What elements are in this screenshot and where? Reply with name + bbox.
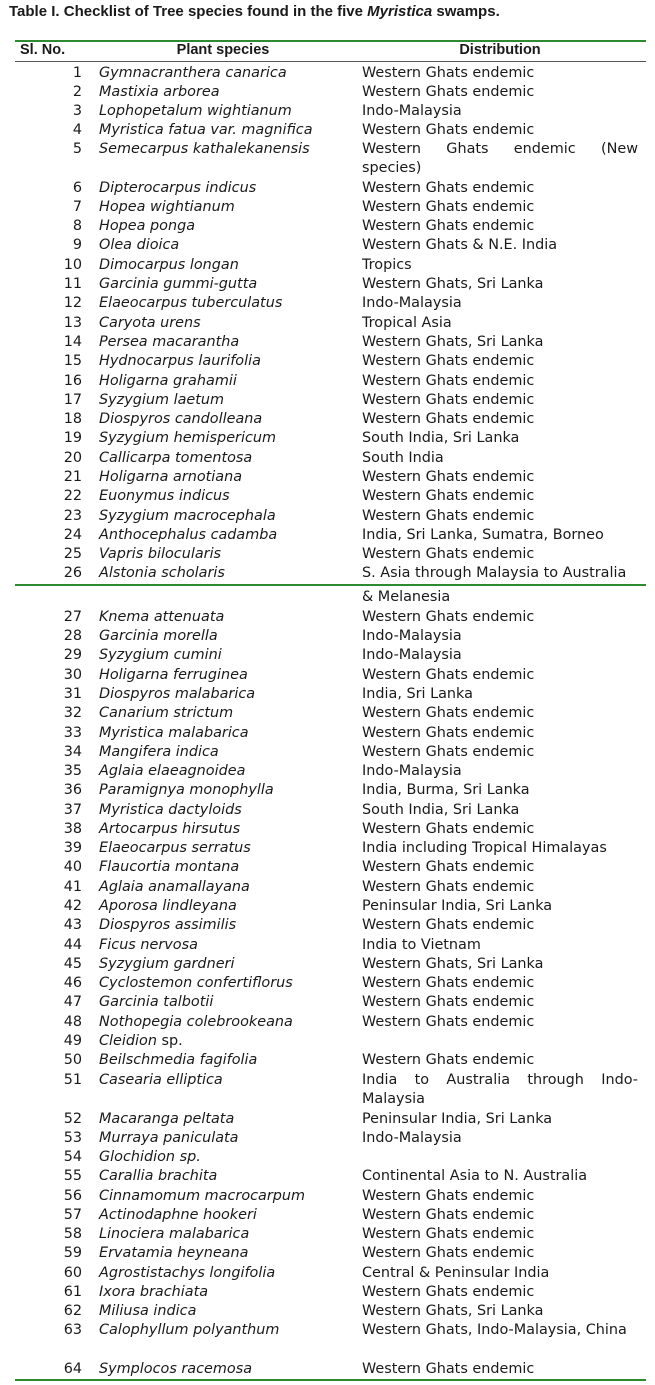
- species-name: Anthocephalus cadamba: [99, 527, 278, 543]
- cell-plant-species: [99, 820, 357, 839]
- cell-plant-species: [99, 507, 357, 526]
- cell-sl-no: 35: [63, 763, 82, 779]
- species-name: Mangifera indica: [99, 744, 219, 760]
- cell-plant-species: [99, 1360, 357, 1379]
- cell-distribution: Western Ghats endemic: [362, 392, 535, 408]
- cell-distribution: Western Ghats endemic: [362, 1014, 535, 1030]
- species-name: Miliusa indica: [99, 1303, 197, 1319]
- cell-sl-no: 27: [63, 609, 82, 625]
- species-name: Syzygium laetum: [99, 392, 225, 408]
- cell-distribution: Indo-Malaysia: [362, 295, 462, 311]
- species-name: Symplocos racemosa: [99, 1361, 253, 1377]
- cell-sl-no: 48: [63, 1014, 82, 1030]
- cell-distribution: Western Ghats endemic: [362, 218, 535, 234]
- cell-plant-species: [99, 1244, 357, 1263]
- cell-sl-no: 15: [63, 353, 82, 369]
- cell-plant-species: [99, 526, 357, 545]
- cell-plant-species: [99, 1187, 357, 1206]
- cell-sl-no: 51: [63, 1072, 82, 1088]
- cell-sl-no: 24: [63, 527, 82, 543]
- cell-sl-no: 14: [63, 334, 82, 350]
- species-name: Holigarna ferruginea: [99, 667, 248, 683]
- species-name: Myristica fatua var. magnifica: [99, 122, 313, 138]
- cell-plant-species: [99, 217, 357, 236]
- cell-sl-no: 41: [63, 879, 82, 895]
- cell-distribution: Western Ghats endemic: [362, 917, 535, 933]
- cell-plant-species: [99, 294, 357, 313]
- species-name: Syzygium gardneri: [99, 956, 235, 972]
- cell-plant-species: [99, 1110, 357, 1129]
- cell-sl-no: 50: [63, 1052, 82, 1068]
- species-name: Linociera malabarica: [99, 1226, 250, 1242]
- cell-sl-no: 16: [63, 373, 82, 389]
- species-name: Mastixia arborea: [99, 84, 220, 100]
- cell-plant-species: [99, 704, 357, 723]
- cell-sl-no: 7: [72, 199, 82, 215]
- cell-distribution: Western Ghats endemic: [362, 744, 535, 760]
- cell-distribution: Western Ghats endemic: [362, 859, 535, 875]
- species-name: Actinodaphne hookeri: [99, 1207, 257, 1223]
- cell-sl-no: 3: [72, 103, 82, 119]
- caption-genus: Myristica: [367, 3, 433, 20]
- bottom-rule: [15, 1379, 646, 1381]
- cell-plant-species: [99, 1148, 357, 1167]
- header-rule: [15, 61, 646, 62]
- cell-plant-species: [99, 685, 357, 704]
- species-name: Beilschmedia fagifolia: [99, 1052, 258, 1068]
- cell-sl-no: 47: [63, 994, 82, 1010]
- cell-plant-species: [99, 1071, 357, 1090]
- cell-sl-no: 62: [63, 1303, 82, 1319]
- cell-sl-no: 17: [63, 392, 82, 408]
- page-break-rule: [15, 584, 646, 586]
- species-name: Canarium strictum: [99, 705, 234, 721]
- cell-plant-species: [99, 993, 357, 1012]
- cell-plant-species: [99, 1167, 357, 1186]
- cell-sl-no: 6: [72, 180, 82, 196]
- species-name: Alstonia scholaris: [99, 565, 225, 581]
- cell-plant-species: [99, 198, 357, 217]
- cell-sl-no: 8: [72, 218, 82, 234]
- cell-distribution: Western Ghats endemic: [362, 508, 535, 524]
- cell-plant-species: [99, 314, 357, 333]
- species-name: Knema attenuata: [99, 609, 225, 625]
- cell-sl-no: 5: [72, 141, 82, 157]
- cell-plant-species: [99, 1032, 357, 1051]
- species-name: Artocarpus hirsutus: [99, 821, 241, 837]
- species-name: Nothopegia colebrookeana: [99, 1014, 293, 1030]
- species-name: Diospyros assimilis: [99, 917, 237, 933]
- species-name: Gymnacranthera canarica: [99, 65, 287, 81]
- species-name: Garcinia morella: [99, 628, 218, 644]
- cell-plant-species: [99, 256, 357, 275]
- cell-plant-species: [99, 646, 357, 665]
- cell-distribution: Peninsular India, Sri Lanka: [362, 898, 553, 914]
- species-name: Syzygium macrocephala: [99, 508, 276, 524]
- table-header-row: [0, 42, 655, 60]
- cell-plant-species: [99, 839, 357, 858]
- cell-distribution: Western Ghats endemic: [362, 469, 535, 485]
- species-abbrev: sp.: [156, 1033, 183, 1049]
- cell-sl-no: 57: [63, 1207, 82, 1223]
- cell-plant-species: [99, 102, 357, 121]
- cell-distribution: Western Ghats endemic: [362, 546, 535, 562]
- cell-distribution: Western Ghats, Indo-Malaysia, China: [362, 1322, 627, 1338]
- species-name: Aglaia elaeagnoidea: [99, 763, 246, 779]
- cell-sl-no: 52: [63, 1111, 82, 1127]
- cell-sl-no: 56: [63, 1188, 82, 1204]
- cell-distribution: South India, Sri Lanka: [362, 802, 520, 818]
- header-distribution: Distribution: [459, 42, 541, 58]
- cell-sl-no: 10: [63, 257, 82, 273]
- cell-plant-species: [99, 1321, 357, 1340]
- cell-distribution: Indo-Malaysia: [362, 103, 462, 119]
- cell-distribution: Western Ghats endemic: [362, 411, 535, 427]
- species-name: Garcinia talbotii: [99, 994, 214, 1010]
- cell-distribution: Western Ghats, Sri Lanka: [362, 334, 544, 350]
- species-name: Macaranga peltata: [99, 1111, 235, 1127]
- cell-plant-species: [99, 974, 357, 993]
- cell-sl-no: 39: [63, 840, 82, 856]
- cell-plant-species: [99, 1013, 357, 1032]
- cell-distribution: India including Tropical Himalayas: [362, 840, 607, 856]
- cell-distribution: Western Ghats endemic: [362, 1361, 535, 1377]
- cell-sl-no: 30: [63, 667, 82, 683]
- cell-sl-no: 26: [63, 565, 82, 581]
- cell-sl-no: 55: [63, 1168, 82, 1184]
- cell-plant-species: [99, 608, 357, 627]
- species-name: Carallia brachita: [99, 1168, 218, 1184]
- species-name: Calophyllum polyanthum: [99, 1322, 280, 1338]
- cell-plant-species: [99, 781, 357, 800]
- cell-sl-no: 31: [63, 686, 82, 702]
- cell-sl-no: 46: [63, 975, 82, 991]
- cell-distribution: India, Burma, Sri Lanka: [362, 782, 530, 798]
- cell-sl-no: 40: [63, 859, 82, 875]
- species-name: Persea macarantha: [99, 334, 240, 350]
- cell-sl-no: 9: [72, 237, 82, 253]
- cell-distribution: Western Ghats endemic: [362, 725, 535, 741]
- cell-sl-no: 60: [63, 1265, 82, 1281]
- cell-distribution: Western Ghats endemic: [362, 84, 535, 100]
- species-name: Hopea ponga: [99, 218, 196, 234]
- species-name: Cyclostemon confertiflorus: [99, 975, 293, 991]
- cell-sl-no: 54: [63, 1149, 82, 1165]
- cell-sl-no: 12: [63, 295, 82, 311]
- table-caption: [9, 3, 500, 21]
- cell-plant-species: [99, 333, 357, 352]
- cell-plant-species: [99, 878, 357, 897]
- cell-plant-species: [99, 1129, 357, 1148]
- cell-sl-no: 29: [63, 647, 82, 663]
- species-name: Flaucortia montana: [99, 859, 240, 875]
- cell-plant-species: [99, 858, 357, 877]
- cell-distribution: Western Ghats endemic: [362, 609, 535, 625]
- cell-plant-species: [99, 487, 357, 506]
- cell-distribution: India, Sri Lanka, Sumatra, Borneo: [362, 527, 604, 543]
- cell-plant-species: [99, 666, 357, 685]
- cell-plant-species: [99, 1051, 357, 1070]
- cell-sl-no: 64: [63, 1361, 82, 1377]
- cell-plant-species: [99, 468, 357, 487]
- cell-distribution: Western Ghats endemic: [362, 488, 535, 504]
- cell-distribution: Central & Peninsular India: [362, 1265, 550, 1281]
- cell-distribution: Western Ghats endemic: [362, 180, 535, 196]
- cell-plant-species: [99, 1283, 357, 1302]
- cell-plant-species: [99, 916, 357, 935]
- species-name: Syzygium hemispericum: [99, 430, 277, 446]
- cell-sl-no: 33: [63, 725, 82, 741]
- species-name: Callicarpa tomentosa: [99, 450, 253, 466]
- cell-distribution: Western Ghats endemic: [362, 122, 535, 138]
- species-name: Cleidion: [99, 1033, 157, 1049]
- cell-sl-no: 32: [63, 705, 82, 721]
- cell-plant-species: [99, 724, 357, 743]
- cell-sl-no: 34: [63, 744, 82, 760]
- cell-plant-species: [99, 352, 357, 371]
- cell-sl-no: 11: [63, 276, 82, 292]
- species-name: Hopea wightianum: [99, 199, 235, 215]
- species-name: Elaeocarpus serratus: [99, 840, 251, 856]
- cell-distribution: Western Ghats endemic: [362, 994, 535, 1010]
- cell-distribution: Western Ghats endemic: [362, 65, 535, 81]
- species-name: Diospyros malabarica: [99, 686, 256, 702]
- species-name: Caryota urens: [99, 315, 201, 331]
- cell-sl-no: 37: [63, 802, 82, 818]
- cell-distribution: Continental Asia to N. Australia: [362, 1168, 588, 1184]
- cell-sl-no: 22: [63, 488, 82, 504]
- species-name: Syzygium cumini: [99, 647, 222, 663]
- cell-sl-no: 36: [63, 782, 82, 798]
- cell-plant-species: [99, 801, 357, 820]
- cell-distribution: Peninsular India, Sri Lanka: [362, 1111, 553, 1127]
- cell-plant-species: [99, 564, 357, 583]
- species-name: Euonymus indicus: [99, 488, 230, 504]
- species-name: Olea dioica: [99, 237, 180, 253]
- cell-sl-no: 43: [63, 917, 82, 933]
- cell-plant-species: [99, 1264, 357, 1283]
- species-name: Agrostistachys longifolia: [99, 1265, 276, 1281]
- cell-distribution: Western Ghats & N.E. India: [362, 237, 558, 253]
- species-name: Aglaia anamallayana: [99, 879, 250, 895]
- cell-distribution: Western Ghats endemic: [362, 1207, 535, 1223]
- cell-sl-no: 63: [63, 1322, 82, 1338]
- cell-plant-species: [99, 762, 357, 781]
- cell-plant-species: [99, 1302, 357, 1321]
- species-name: Ficus nervosa: [99, 937, 198, 953]
- cell-distribution: Western Ghats endemic: [362, 975, 535, 991]
- cell-plant-species: [99, 121, 357, 140]
- cell-distribution: S. Asia through Malaysia to Australia: [362, 565, 627, 581]
- cell-plant-species: [99, 429, 357, 448]
- species-name: Diospyros candolleana: [99, 411, 263, 427]
- species-name: Dimocarpus longan: [99, 257, 239, 273]
- cell-distribution: Western Ghats endemic: [362, 1188, 535, 1204]
- cell-plant-species: [99, 936, 357, 955]
- cell-plant-species: [99, 275, 357, 294]
- species-name: Glochidion sp.: [99, 1149, 201, 1165]
- cell-plant-species: [99, 410, 357, 429]
- cell-plant-species: [99, 1225, 357, 1244]
- cell-sl-no: 19: [63, 430, 82, 446]
- cell-distribution: & Melanesia: [362, 589, 451, 605]
- cell-distribution: India, Sri Lanka: [362, 686, 473, 702]
- cell-sl-no: 25: [63, 546, 82, 562]
- cell-sl-no: 23: [63, 508, 82, 524]
- species-name: Holigarna arnotiana: [99, 469, 243, 485]
- cell-sl-no: 58: [63, 1226, 82, 1242]
- cell-distribution: Indo-Malaysia: [362, 1130, 462, 1146]
- cell-distribution: Western Ghats endemic: [362, 353, 535, 369]
- cell-distribution: Western Ghats endemic: [362, 667, 535, 683]
- cell-sl-no: 21: [63, 469, 82, 485]
- cell-sl-no: 45: [63, 956, 82, 972]
- cell-sl-no: 38: [63, 821, 82, 837]
- cell-plant-species: [99, 64, 357, 83]
- cell-distribution: Indo-Malaysia: [362, 647, 462, 663]
- cell-sl-no: 2: [72, 84, 82, 100]
- species-name: Dipterocarpus indicus: [99, 180, 257, 196]
- cell-sl-no: 49: [63, 1033, 82, 1049]
- cell-distribution: Western Ghats endemic: [362, 705, 535, 721]
- cell-plant-species: [99, 627, 357, 646]
- cell-distribution: Western Ghats endemic: [362, 199, 535, 215]
- cell-distribution: Western Ghats endemic: [362, 1284, 535, 1300]
- cell-sl-no: 61: [63, 1284, 82, 1300]
- cell-plant-species: [99, 743, 357, 762]
- cell-distribution: Tropics: [362, 257, 412, 273]
- cell-distribution: South India: [362, 450, 444, 466]
- cell-plant-species: [99, 449, 357, 468]
- species-name: Ixora brachiata: [99, 1284, 209, 1300]
- species-name: Elaeocarpus tuberculatus: [99, 295, 283, 311]
- cell-distribution: South India, Sri Lanka: [362, 430, 520, 446]
- caption-suffix: swamps.: [432, 3, 500, 20]
- cell-distribution: Western Ghats endemic: [362, 1226, 535, 1242]
- cell-distribution: Western Ghats endemic: [362, 821, 535, 837]
- species-name: Aporosa lindleyana: [99, 898, 237, 914]
- species-name: Casearia elliptica: [99, 1072, 223, 1088]
- species-name: Semecarpus kathalekanensis: [99, 141, 310, 157]
- cell-sl-no: 42: [63, 898, 82, 914]
- cell-distribution: India to Australia through Indo-Malaysia: [362, 1072, 638, 1108]
- cell-plant-species: [99, 545, 357, 564]
- cell-distribution: India to Vietnam: [362, 937, 481, 953]
- cell-sl-no: 44: [63, 937, 82, 953]
- species-name: Ervatamia heyneana: [99, 1245, 249, 1261]
- species-name: Hydnocarpus laurifolia: [99, 353, 261, 369]
- species-name: Holigarna grahamii: [99, 373, 237, 389]
- cell-plant-species: [99, 83, 357, 102]
- cell-sl-no: 18: [63, 411, 82, 427]
- cell-distribution: Western Ghats, Sri Lanka: [362, 276, 544, 292]
- species-name: Paramignya monophylla: [99, 782, 274, 798]
- caption-prefix: Table I. Checklist of Tree species found in the five: [9, 3, 368, 20]
- cell-sl-no: 53: [63, 1130, 82, 1146]
- cell-plant-species: [99, 372, 357, 391]
- cell-plant-species: [99, 140, 357, 159]
- cell-sl-no: 4: [72, 122, 82, 138]
- species-name: Garcinia gummi-gutta: [99, 276, 258, 292]
- cell-distribution: Western Ghats, Sri Lanka: [362, 956, 544, 972]
- species-name: Lophopetalum wightianum: [99, 103, 292, 119]
- cell-plant-species: [99, 236, 357, 255]
- cell-distribution: Indo-Malaysia: [362, 628, 462, 644]
- cell-distribution: Tropical Asia: [362, 315, 452, 331]
- cell-distribution: Western Ghats endemic: [362, 373, 535, 389]
- header-plant-species: Plant species: [176, 42, 270, 58]
- cell-distribution: Western Ghats endemic (New species): [362, 141, 638, 177]
- header-sl-no: Sl. No.: [20, 42, 66, 58]
- cell-distribution: Indo-Malaysia: [362, 763, 462, 779]
- cell-sl-no: 59: [63, 1245, 82, 1261]
- cell-plant-species: [99, 391, 357, 410]
- species-name: Myristica malabarica: [99, 725, 249, 741]
- cell-sl-no: 1: [72, 65, 82, 81]
- cell-plant-species: [99, 897, 357, 916]
- cell-distribution: Western Ghats, Sri Lanka: [362, 1303, 544, 1319]
- cell-sl-no: 20: [63, 450, 82, 466]
- species-name: Cinnamomum macrocarpum: [99, 1188, 306, 1204]
- species-name: Myristica dactyloids: [99, 802, 242, 818]
- cell-distribution: Western Ghats endemic: [362, 879, 535, 895]
- cell-distribution: Western Ghats endemic: [362, 1052, 535, 1068]
- cell-plant-species: [99, 1206, 357, 1225]
- cell-sl-no: 28: [63, 628, 82, 644]
- species-name: Vapris bilocularis: [99, 546, 222, 562]
- cell-sl-no: 13: [63, 315, 82, 331]
- cell-plant-species: [99, 179, 357, 198]
- cell-plant-species: [99, 955, 357, 974]
- cell-distribution: Western Ghats endemic: [362, 1245, 535, 1261]
- species-name: Murraya paniculata: [99, 1130, 239, 1146]
